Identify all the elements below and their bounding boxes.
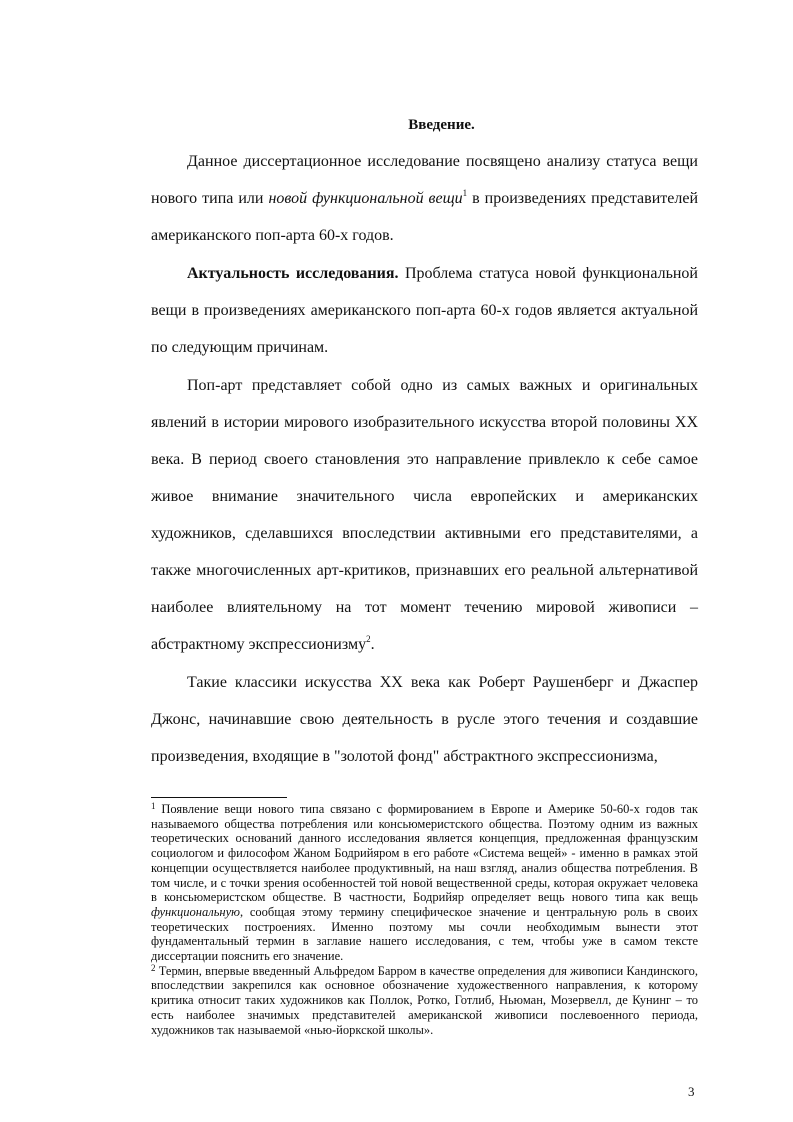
footnote-2-mark: 2	[151, 962, 156, 973]
footnotes	[151, 802, 698, 1037]
popart-end: .	[370, 636, 375, 653]
classics-paragraph: Такие классики искусства XX века как Роберт Раушенберг и Джаспер Джонс, начинавшие свою деятельность в русле этого течения и создавшие произведения, входящие в "золотой фонд" абстрактного экспрессионизма,	[151, 674, 698, 765]
footnote-ref-1[interactable]: 1	[462, 188, 468, 198]
relevance-paragraph	[151, 255, 698, 366]
footnote-2-text: Термин, впервые введенный Альфредом Барром в качестве определения для живописи Кандинского, впоследствии закрепился как основное обозначение художественного направления, к которому критика относит таких художников как Поллок, Ротко, Готлиб, Ньюман, Мозервелл, де Кунинг – то есть наиболее значимых представителей американской живописи послевоенного периода, художников так называемой «нью-йоркской школы».	[151, 963, 698, 1037]
section-title: Введение.	[408, 117, 475, 133]
footnote-1-mark: 1	[151, 801, 156, 811]
main-text	[151, 143, 698, 775]
footnote-2	[151, 964, 698, 1038]
relevance-text: Проблема статуса новой функциональной вещи в произведениях американского поп-арта 60-х годов является актуальной по следующим причинам.	[151, 265, 698, 356]
footnote-1	[151, 802, 698, 964]
popart-text: Поп-арт представляет собой одно из самых важных и оригинальных явлений в истории мирового изобразительного искусства второй половины XX века. В период своего становления это направление привлекло к себе самое живое внимание значительного числа европейских и американских художников, сделавшихся впоследствии активными его представителями, а также многочисленных арт-критиков, признавших его реальной альтернативой наиболее влиятельному на тот момент течению мировой живописи – абстрактному экспрессионизму	[151, 377, 698, 653]
page-number: 3	[688, 1084, 695, 1099]
footnote-divider	[151, 797, 287, 798]
intro-text-1: Данное диссертационное исследование посвящено анализу статуса вещи нового типа или	[151, 153, 698, 207]
footnote-ref-2[interactable]: 2	[366, 634, 371, 644]
footnote-1-text-2: , сообщая этому термину специфическое значение и центральную роль в своих теоретических построениях. Именно поэтому мы сочли необходимым вынести этот фундаментальный термин в заглавие нашего исследования, с тем, чтобы уже в самом тексте диссертации пояснить его значение.	[151, 904, 698, 964]
intro-emphasis: новой функциональной вещи	[268, 190, 463, 207]
footnote-1-text-1: Появление вещи нового типа связано с формированием в Европе и Америке 50-60-х годов так называемого общества потребления или консьюмеристского общества. Поэтому одним из важных теоретических оснований данного исследования является концепция, предложенная французским социологом и философом Жаном Бодрийяром в его работе «Система вещей» - именно в рамках этой концепции осуществляется наиболее продуктивный, на наш взгляд, анализ общества потребления. В том числе, и с точки зрения особенностей той новой вещественной среды, которая окружает человека в консьюмеристском обществе. В частности, Бодрийяр определяет вещь нового типа как вещь	[151, 802, 698, 905]
popart-paragraph	[151, 367, 698, 663]
intro-text-2: в произведениях представителей американского поп-арта 60-х годов.	[151, 190, 699, 244]
intro-paragraph	[151, 143, 698, 254]
footnote-1-emphasis: функциональную	[151, 904, 240, 919]
relevance-heading: Актуальность исследования.	[187, 265, 399, 282]
